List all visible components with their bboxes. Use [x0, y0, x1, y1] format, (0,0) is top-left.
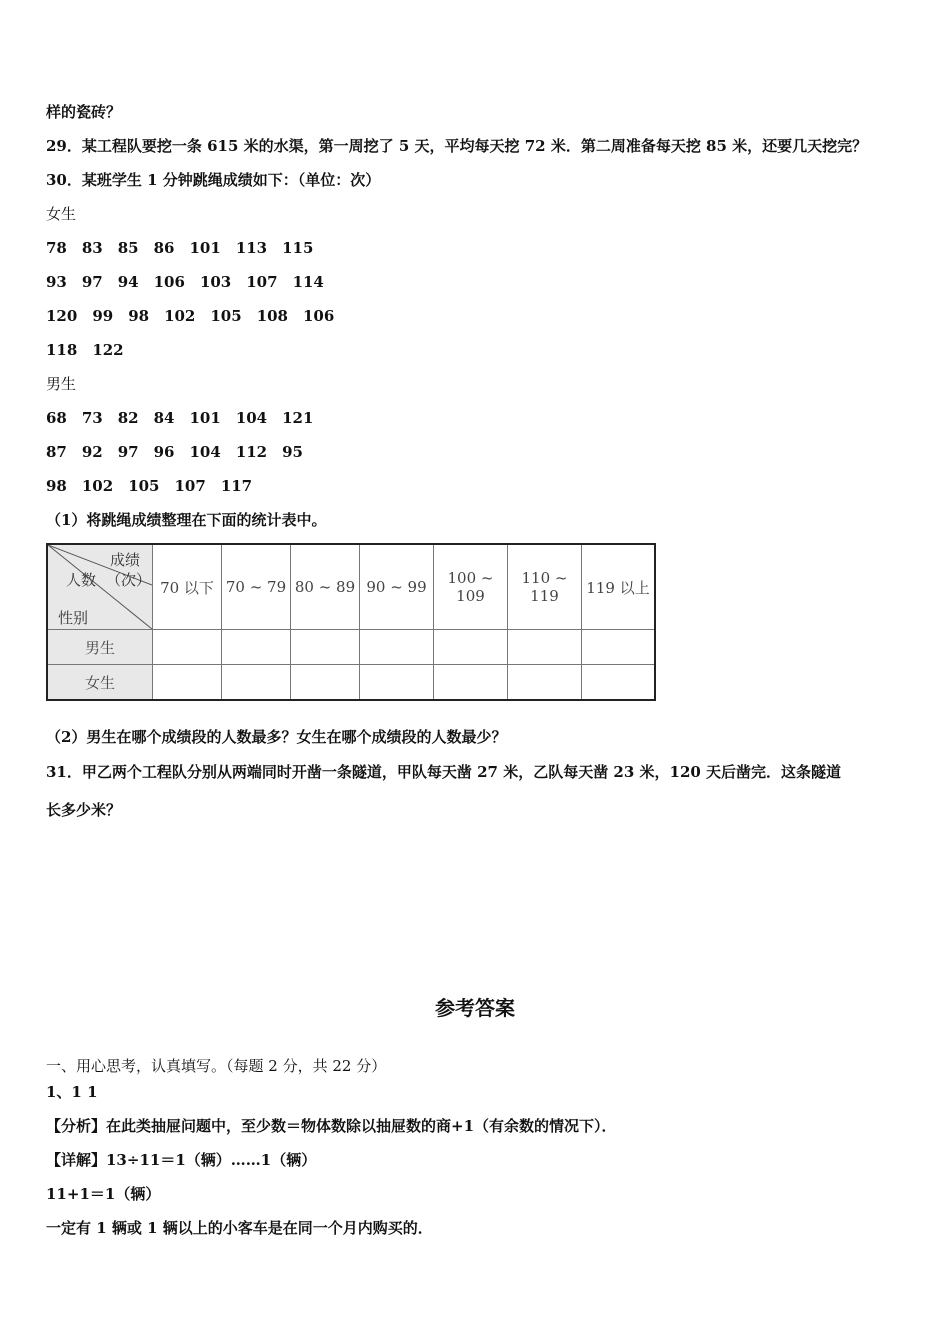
- male-label: 男生: [46, 375, 77, 393]
- question-30-part1: （1）将跳绳成绩整理在下面的统计表中。: [46, 511, 327, 529]
- column-header: 110 ~ 119: [508, 544, 582, 630]
- column-header: 119 以上: [582, 544, 656, 630]
- female-row: [46, 306, 349, 326]
- row-header: 男生: [47, 630, 153, 665]
- score: 105: [210, 307, 242, 325]
- score: 106: [153, 273, 185, 291]
- empty-cell[interactable]: [222, 630, 291, 665]
- table-header-row: [47, 544, 655, 630]
- answer-analysis: 【分析】在此类抽屉问题中，至少数＝物体数除以抽屉数的商+1（有余数的情况下）．: [46, 1117, 617, 1135]
- score: 112: [235, 443, 268, 461]
- male-row: [46, 408, 328, 428]
- corner-count-label: 人数: [66, 571, 97, 589]
- male-row: [46, 476, 267, 496]
- empty-cell[interactable]: [360, 630, 434, 665]
- empty-cell[interactable]: [508, 630, 582, 665]
- empty-cell[interactable]: [291, 665, 360, 701]
- answer-conclusion: 一定有 1 辆或 1 辆以上的小客车是在同一个月内购买的．: [46, 1219, 433, 1237]
- score: 120: [46, 307, 78, 325]
- question-30-intro: 30．某班学生 1 分钟跳绳成绩如下：（单位：次）: [46, 171, 381, 189]
- score: 84: [153, 409, 175, 427]
- score: 107: [246, 273, 278, 291]
- column-header: 70 ~ 79: [222, 544, 291, 630]
- empty-cell[interactable]: [434, 630, 508, 665]
- score: 117: [220, 477, 253, 495]
- score: 78: [46, 239, 67, 257]
- score: 104: [235, 409, 268, 427]
- score: 86: [153, 239, 175, 257]
- female-label: 女生: [46, 205, 77, 223]
- answer-1: 1、1 1: [46, 1083, 98, 1101]
- column-header: 70 以下: [153, 544, 222, 630]
- score: 93: [46, 273, 67, 291]
- score-statistics-table: [46, 543, 656, 701]
- answers-title: 参考答案: [435, 996, 515, 1020]
- column-header: 100 ~ 109: [434, 544, 508, 630]
- male-row: [46, 442, 318, 462]
- empty-cell[interactable]: [222, 665, 291, 701]
- table-row: [47, 665, 655, 701]
- score: 107: [174, 477, 206, 495]
- empty-cell[interactable]: [582, 630, 656, 665]
- table-corner-cell: [47, 544, 153, 630]
- score: 101: [189, 239, 221, 257]
- score: 98: [128, 307, 150, 325]
- score: 96: [153, 443, 175, 461]
- score: 114: [292, 273, 324, 291]
- female-row: [46, 272, 339, 292]
- score: 99: [92, 307, 114, 325]
- score: 108: [256, 307, 288, 325]
- answers-section-1: 一、用心思考，认真填写。（每题 2 分，共 22 分）: [46, 1057, 387, 1075]
- corner-gender-label: 性别: [58, 609, 89, 627]
- empty-cell[interactable]: [291, 630, 360, 665]
- score: 118: [46, 341, 78, 359]
- q28-tail: 样的瓷砖？: [46, 103, 122, 121]
- empty-cell[interactable]: [434, 665, 508, 701]
- corner-score-label: 成绩: [110, 551, 141, 569]
- score: 101: [189, 409, 221, 427]
- row-header: 女生: [47, 665, 153, 701]
- score: 73: [81, 409, 103, 427]
- score: 122: [92, 341, 124, 359]
- score: 85: [117, 239, 139, 257]
- score: 95: [282, 443, 303, 461]
- score: 102: [164, 307, 196, 325]
- score: 82: [117, 409, 139, 427]
- score: 115: [282, 239, 314, 257]
- empty-cell[interactable]: [153, 630, 222, 665]
- question-30-part2: （2）男生在哪个成绩段的人数最多？女生在哪个成绩段的人数最少？: [46, 728, 507, 746]
- score: 104: [189, 443, 221, 461]
- score: 103: [199, 273, 232, 291]
- score: 68: [46, 409, 67, 427]
- female-row: [46, 238, 328, 258]
- score: 102: [81, 477, 114, 495]
- column-header: 80 ~ 89: [291, 544, 360, 630]
- question-31-line2: 长多少米？: [46, 801, 122, 819]
- score: 106: [303, 307, 335, 325]
- empty-cell[interactable]: [360, 665, 434, 701]
- score: 97: [81, 273, 103, 291]
- score: 94: [117, 273, 139, 291]
- empty-cell[interactable]: [508, 665, 582, 701]
- question-29: 29．某工程队要挖一条 615 米的水渠，第一周挖了 5 天，平均每天挖 72 米．第二周准备每天挖 85 米，还要几天挖完？: [46, 137, 868, 155]
- score: 98: [46, 477, 67, 495]
- table-row: [47, 630, 655, 665]
- answer-calc: 11+1＝1（辆）: [46, 1185, 161, 1203]
- score: 121: [282, 409, 314, 427]
- score: 87: [46, 443, 67, 461]
- female-row: [46, 340, 139, 360]
- diagonal-header: [48, 545, 152, 629]
- column-header: 90 ~ 99: [360, 544, 434, 630]
- empty-cell[interactable]: [153, 665, 222, 701]
- score: 113: [235, 239, 268, 257]
- score: 97: [117, 443, 139, 461]
- score: 83: [81, 239, 103, 257]
- score: 92: [81, 443, 103, 461]
- question-31-line1: 31．甲乙两个工程队分别从两端同时开凿一条隧道，甲队每天凿 27 米，乙队每天凿 23 米，120 天后凿完．这条隧道: [46, 763, 842, 781]
- score: 105: [128, 477, 160, 495]
- empty-cell[interactable]: [582, 665, 656, 701]
- corner-unit-label: （次）: [106, 571, 152, 589]
- answer-detail: 【详解】13÷11＝1（辆）……1（辆）: [46, 1151, 317, 1169]
